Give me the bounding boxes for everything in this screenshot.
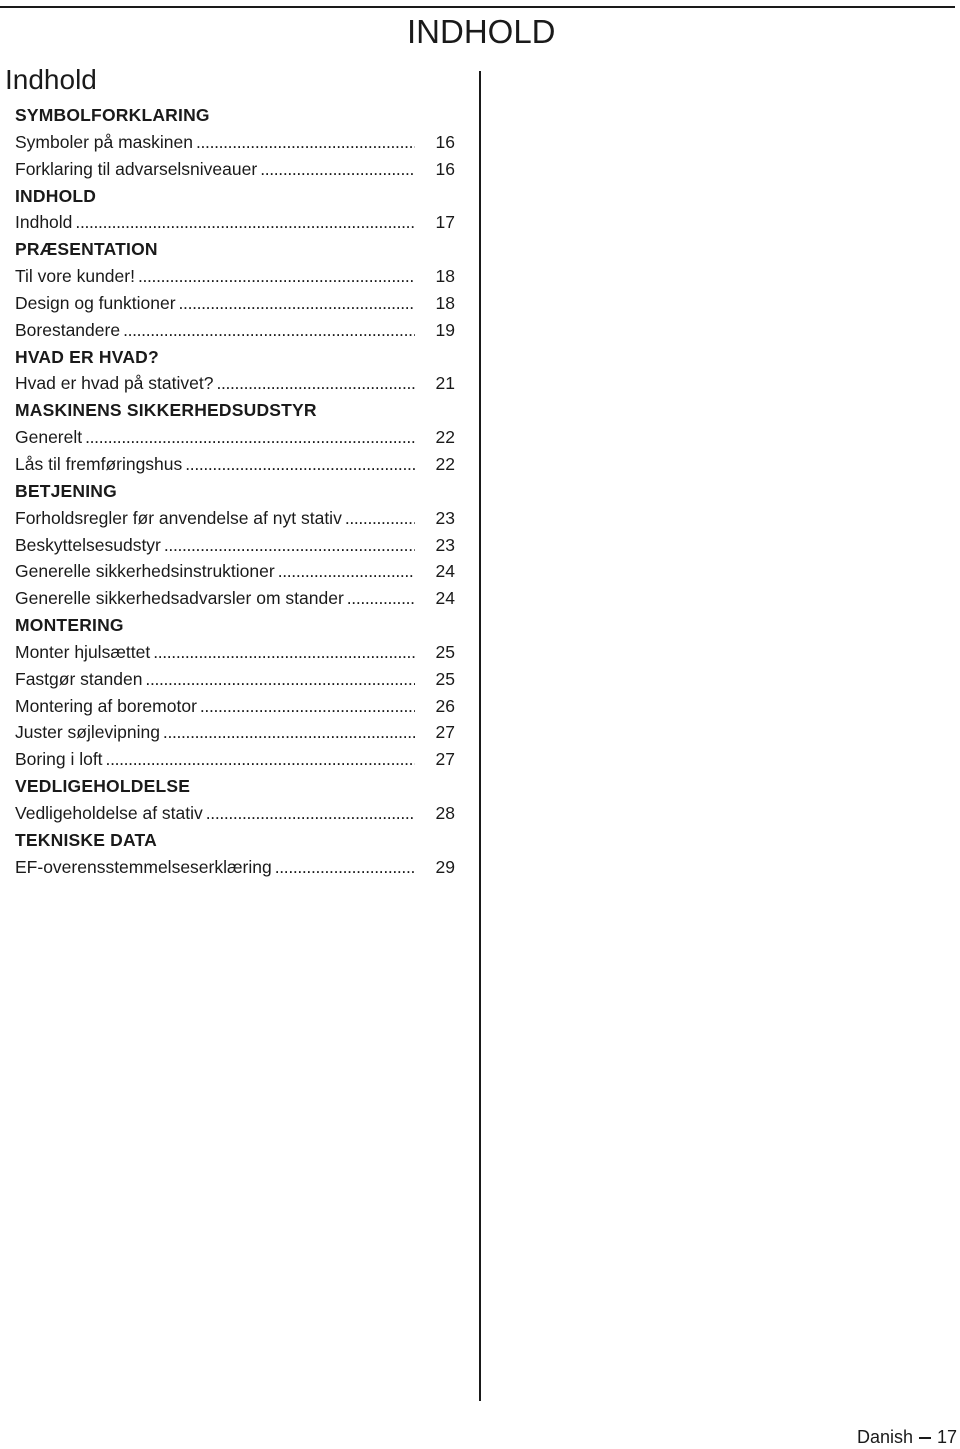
toc-page-number: 28 [435, 802, 455, 823]
toc-dot-leader [206, 800, 415, 827]
toc-section-heading: PRÆSENTATION [15, 239, 158, 260]
toc-section-heading: SYMBOLFORKLARING [15, 105, 210, 125]
toc-page-number: 18 [435, 292, 455, 313]
table-of-contents [15, 102, 455, 880]
page-footer [857, 1425, 957, 1449]
toc-entry-label: EF-overensstemmelseserklæring [15, 856, 272, 877]
toc-entry-label: Generelle sikkerhedsinstruktioner [15, 561, 275, 582]
toc-entry[interactable] [15, 156, 455, 183]
toc-page-number: 19 [435, 319, 455, 340]
toc-entry[interactable] [15, 532, 455, 559]
toc-section-heading: HVAD ER HVAD? [15, 346, 159, 367]
toc-page-number: 18 [435, 266, 455, 287]
toc-dot-leader [75, 209, 415, 236]
toc-dot-leader [216, 370, 415, 397]
toc-dot-leader [260, 156, 415, 183]
page-header-title: INDHOLD [407, 13, 556, 50]
toc-dot-leader [278, 558, 415, 585]
toc-page-number: 29 [435, 856, 455, 877]
toc-section-heading: MONTERING [15, 615, 124, 636]
toc-page-number: 23 [435, 507, 455, 528]
toc-entry-label: Beskyttelsesudstyr [15, 534, 161, 555]
toc-entry[interactable] [15, 800, 455, 827]
toc-entry[interactable] [15, 209, 455, 236]
toc-dot-leader [85, 424, 415, 451]
toc-entry[interactable] [15, 290, 455, 317]
toc-entry[interactable] [15, 129, 455, 156]
toc-page-number: 22 [435, 453, 455, 474]
toc-page-number: 16 [435, 131, 455, 152]
toc-entry[interactable] [15, 746, 455, 773]
toc-entry[interactable] [15, 558, 455, 585]
toc-dot-leader [123, 317, 415, 344]
toc-dot-leader [179, 290, 415, 317]
toc-page-number: 26 [435, 695, 455, 716]
header-rule [0, 6, 955, 8]
toc-entry[interactable] [15, 370, 455, 397]
toc-dot-leader [145, 666, 415, 693]
toc-entry-label: Forklaring til advarselsniveauer [15, 158, 258, 179]
column-divider [479, 71, 481, 1401]
toc-dot-leader [196, 129, 415, 156]
toc-section-heading: BETJENING [15, 480, 117, 501]
toc-section-heading: VEDLIGEHOLDELSE [15, 776, 191, 797]
toc-entry-label: Fastgør standen [15, 668, 143, 689]
toc-page-number: 23 [435, 534, 455, 555]
toc-entry[interactable] [15, 719, 455, 746]
toc-entry-label: Symboler på maskinen [15, 131, 193, 152]
toc-page-number: 25 [435, 641, 455, 662]
toc-entry[interactable] [15, 263, 455, 290]
footer-language: Danish [857, 1427, 914, 1447]
toc-entry-label: Generelt [15, 427, 83, 448]
toc-entry-label: Montering af boremotor [15, 695, 197, 716]
toc-dot-leader [185, 451, 415, 478]
section-title: Indhold [5, 64, 97, 95]
toc-entry[interactable] [15, 451, 455, 478]
toc-page-number: 27 [435, 749, 455, 770]
toc-dot-leader [275, 854, 415, 881]
toc-entry-label: Vedligeholdelse af stativ [15, 802, 203, 823]
toc-entry[interactable] [15, 666, 455, 693]
toc-page-number: 16 [435, 158, 455, 179]
toc-entry-label: Juster søjlevipning [15, 722, 160, 743]
toc-entry[interactable] [15, 505, 455, 532]
toc-entry[interactable] [15, 424, 455, 451]
toc-entry-label: Boring i loft [15, 749, 103, 770]
toc-dot-leader [163, 719, 415, 746]
footer-dash [919, 1437, 931, 1439]
toc-entry[interactable] [15, 693, 455, 720]
toc-entry-label: Borestandere [15, 319, 121, 340]
toc-page-number: 24 [435, 561, 455, 582]
toc-page-number: 17 [435, 212, 455, 233]
toc-entry-label: Design og funktioner [15, 292, 176, 313]
toc-section-heading: INDHOLD [15, 185, 97, 206]
toc-entry-label: Indhold [15, 212, 73, 233]
toc-entry-label: Hvad er hvad på stativet? [15, 373, 214, 394]
footer-page-number: 17 [937, 1427, 958, 1447]
toc-dot-leader [345, 505, 415, 532]
toc-page-number: 25 [435, 668, 455, 689]
toc-dot-leader [106, 746, 415, 773]
toc-entry-label: Generelle sikkerhedsadvarsler om stander [15, 588, 344, 609]
toc-dot-leader [347, 585, 415, 612]
toc-entry-label: Monter hjulsættet [15, 641, 151, 662]
toc-page-number: 24 [435, 588, 455, 609]
toc-entry[interactable] [15, 585, 455, 612]
toc-dot-leader [164, 532, 415, 559]
toc-dot-leader [153, 639, 415, 666]
toc-entry[interactable] [15, 317, 455, 344]
toc-section-heading: TEKNISKE DATA [15, 829, 157, 850]
toc-section-heading: MASKINENS SIKKERHEDSUDSTYR [15, 400, 317, 421]
toc-dot-leader [200, 693, 415, 720]
toc-entry-label: Lås til fremføringshus [15, 453, 183, 474]
toc-dot-leader [138, 263, 415, 290]
toc-page-number: 22 [435, 427, 455, 448]
toc-entry[interactable] [15, 854, 455, 881]
toc-page-number: 27 [435, 722, 455, 743]
toc-page-number: 21 [435, 373, 455, 394]
toc-entry-label: Til vore kunder! [15, 266, 135, 287]
toc-entry-label: Forholdsregler før anvendelse af nyt stativ [15, 507, 342, 528]
toc-entry[interactable] [15, 639, 455, 666]
